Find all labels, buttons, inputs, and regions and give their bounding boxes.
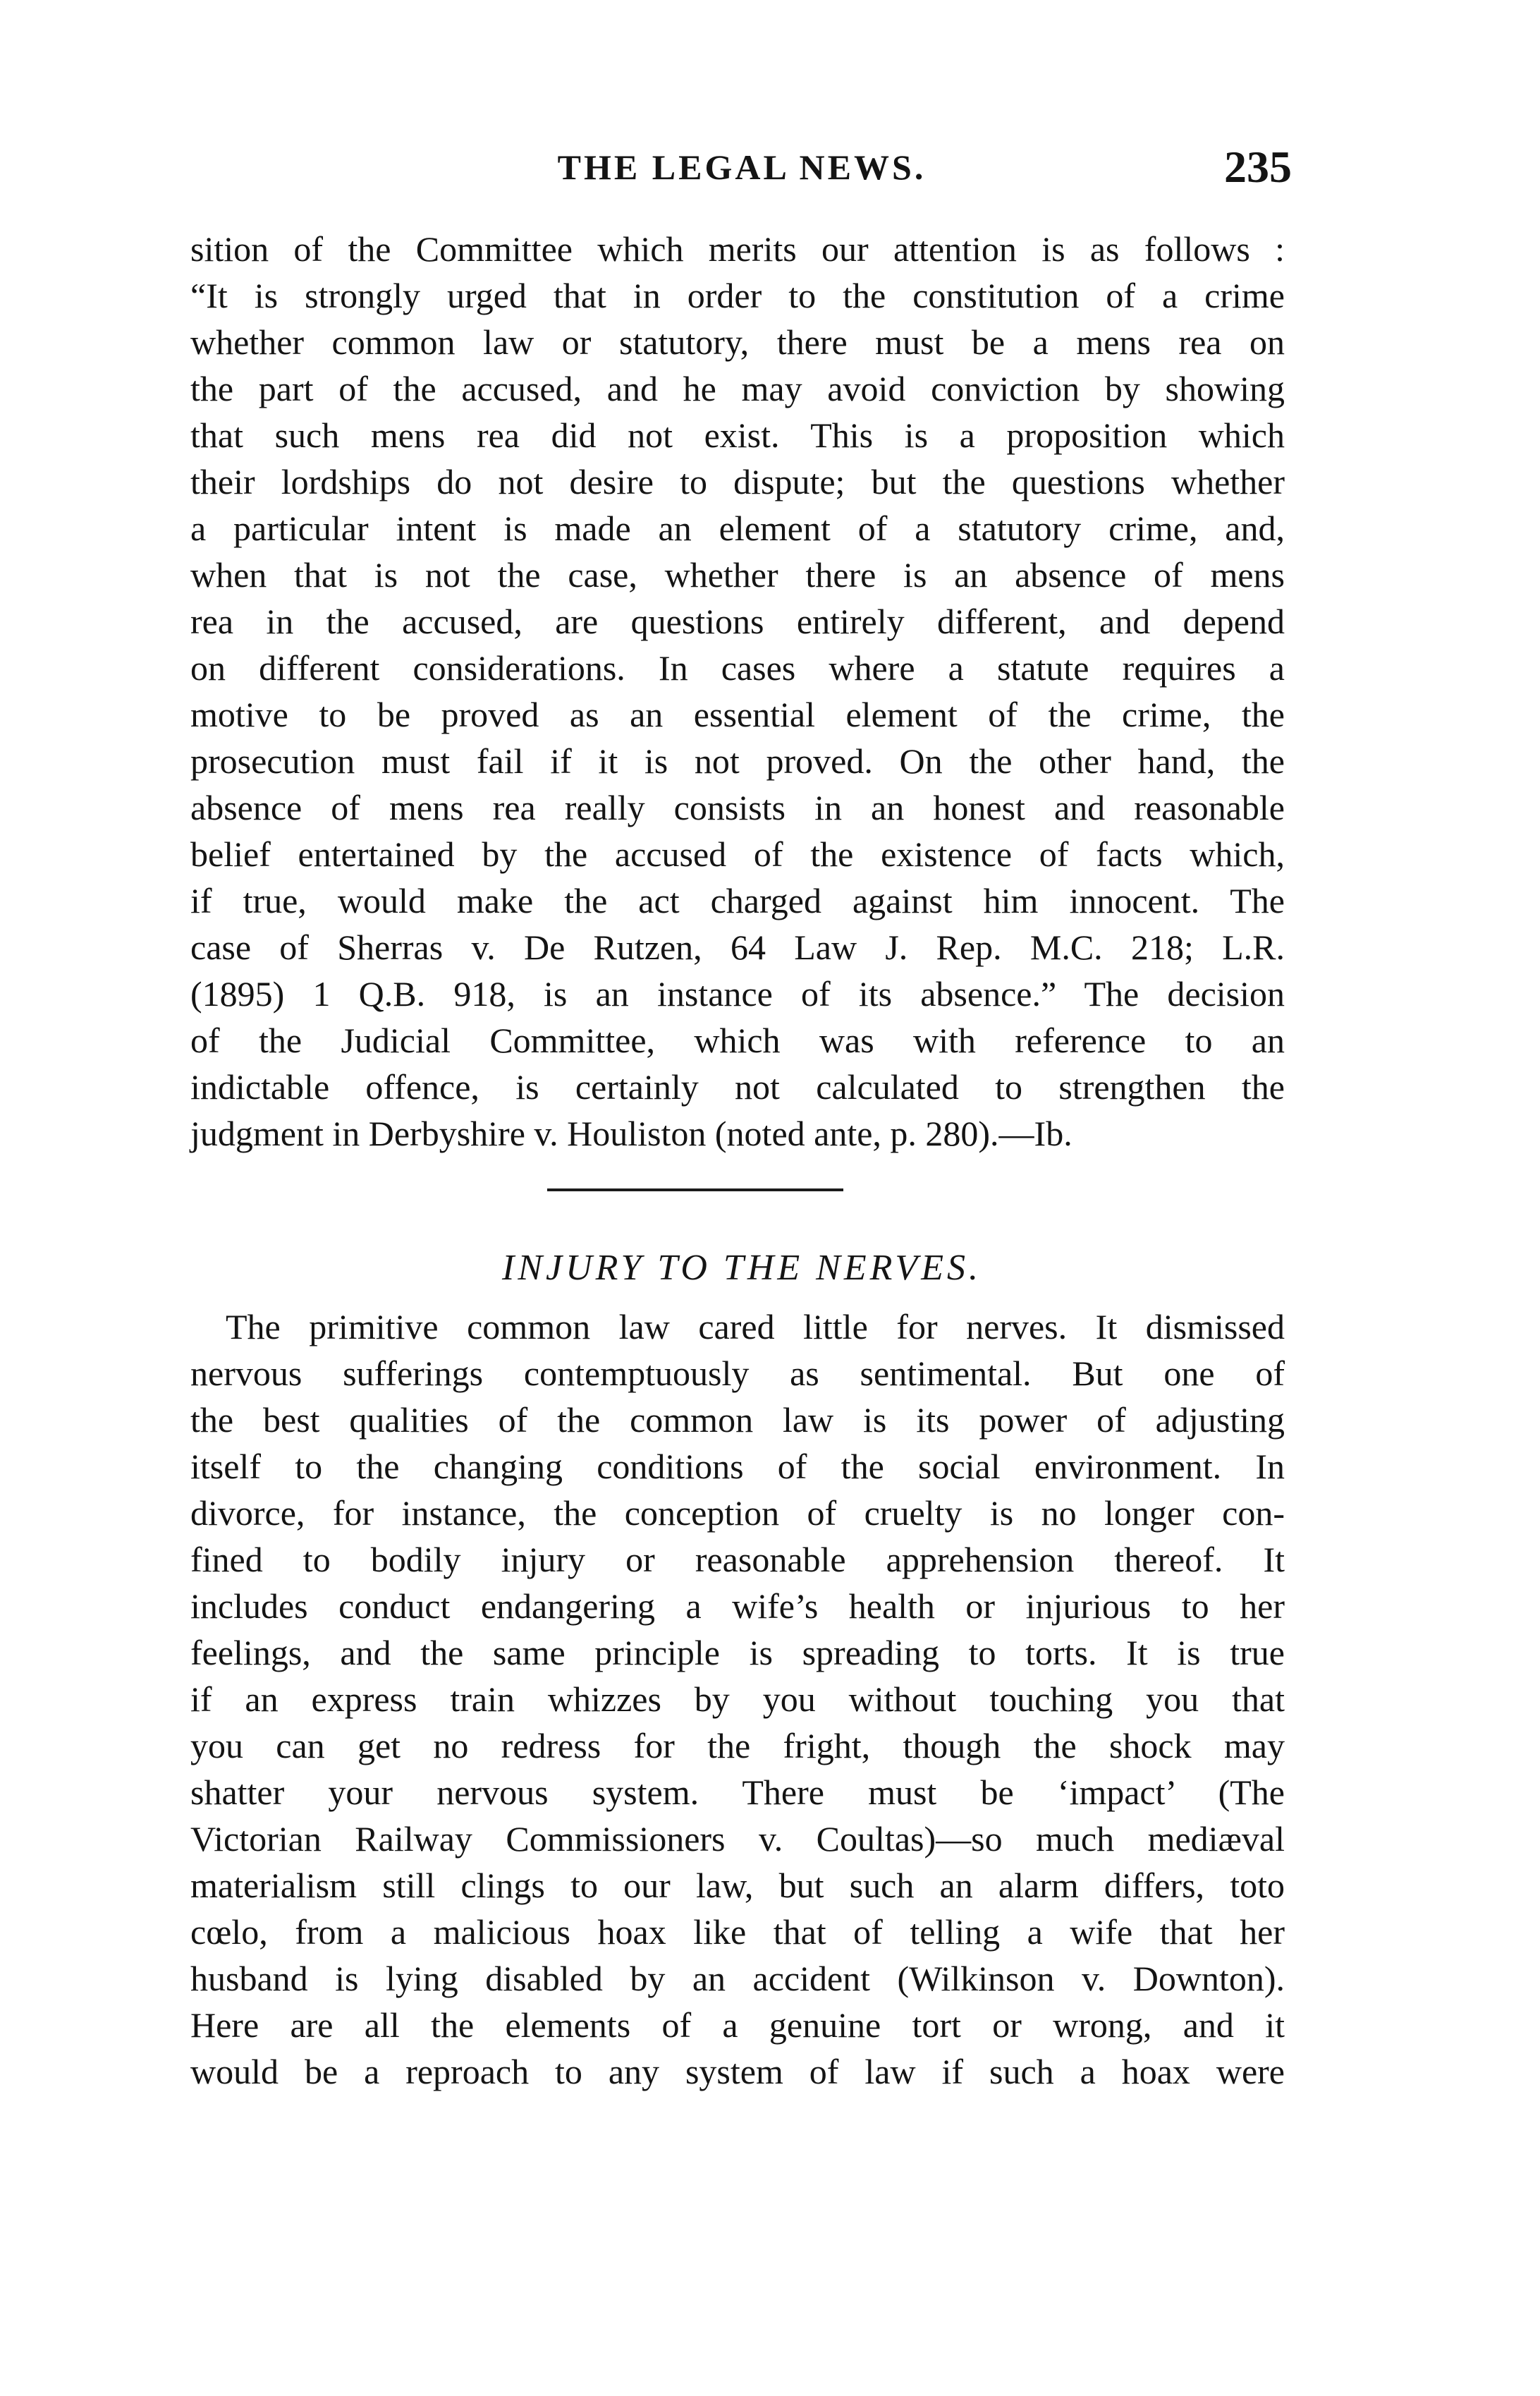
text-line: husband is lying disabled by an accident (Wilkinson v. Downton). (190, 1959, 1285, 1998)
text-line: divorce, for instance, the conception of cruelty is no longer con- (190, 1493, 1285, 1533)
text-line: rea in the accused, are questions entirely different, and depend (190, 602, 1285, 641)
article-body (190, 1303, 1285, 2095)
text-line: materialism still clings to our law, but such an alarm differs, toto (190, 1866, 1285, 1905)
text-line: cœlo, from a malicious hoax like that of telling a wife that her (190, 1912, 1285, 1952)
running-head (192, 142, 1292, 196)
text-line: that such mens rea did not exist. This is a proposition which (190, 415, 1285, 455)
text-line: belief entertained by the accused of the existence of facts which, (190, 834, 1285, 874)
text-line: whether common law or statutory, there must be a mens rea on (190, 322, 1285, 362)
text-line: judgment in Derbyshire v. Houliston (noted ante, p. 280).—Ib. (190, 1114, 1072, 1153)
text-line: the part of the accused, and he may avoid conviction by showing (190, 369, 1285, 408)
text-line: (1895) 1 Q.B. 918, is an instance of its absence.” The decision (190, 974, 1285, 1014)
text-line: if true, would make the act charged against him innocent. The (190, 881, 1285, 920)
text-line: Here are all the elements of a genuine tort or wrong, and it (190, 2005, 1285, 2045)
text-line: The primitive common law cared little for nerves. It dismissed (226, 1307, 1285, 1346)
text-line: of the Judicial Committee, which was with reference to an (190, 1021, 1285, 1060)
text-line: “It is strongly urged that in order to the constitution of a crime (190, 276, 1285, 315)
text-line: the best qualities of the common law is its power of adjusting (190, 1400, 1285, 1440)
text-line: would be a reproach to any system of law if such a hoax were (190, 2052, 1285, 2091)
text-line: Victorian Railway Commissioners v. Coultas)—so much mediæval (190, 1819, 1285, 1859)
text-line: fined to bodily injury or reasonable apprehension thereof. It (190, 1540, 1285, 1579)
text-line: if an express train whizzes by you without touching you that (190, 1679, 1285, 1719)
text-line: when that is not the case, whether there is an absence of mens (190, 555, 1285, 595)
text-line: motive to be proved as an essential element of the crime, the (190, 695, 1285, 734)
text-line: you can get no redress for the fright, though the shock may (190, 1726, 1285, 1765)
text-line: prosecution must fail if it is not proved. On the other hand, the (190, 741, 1285, 781)
text-line: nervous sufferings contemptuously as sentimental. But one of (190, 1354, 1285, 1393)
text-line: itself to the changing conditions of the social environment. In (190, 1447, 1285, 1486)
page-number: 235 (1224, 142, 1292, 192)
running-title: THE LEGAL NEWS. (557, 147, 927, 187)
section-divider (547, 1188, 843, 1191)
text-line: their lordships do not desire to dispute; but the questions whether (190, 462, 1285, 501)
text-line: a particular intent is made an element of a statutory crime, and, (190, 509, 1285, 548)
text-line: shatter your nervous system. There must be ‘impact’ (The (190, 1772, 1285, 1812)
section-heading: INJURY TO THE NERVES. (502, 1248, 982, 1288)
text-line: absence of mens rea really consists in an honest and reasonable (190, 788, 1285, 827)
text-line: sition of the Committee which merits our attention is as follows : (190, 229, 1285, 269)
text-line: indictable offence, is certainly not calculated to strengthen the (190, 1067, 1285, 1107)
text-line: includes conduct endangering a wife’s health or injurious to her (190, 1586, 1285, 1626)
article-continuation (190, 226, 1285, 1157)
text-line: on different considerations. In cases where a statute requires a (190, 648, 1285, 688)
text-line: feelings, and the same principle is spreading to torts. It is true (190, 1633, 1285, 1672)
text-line: case of Sherras v. De Rutzen, 64 Law J. Rep. M.C. 218; L.R. (190, 928, 1285, 967)
